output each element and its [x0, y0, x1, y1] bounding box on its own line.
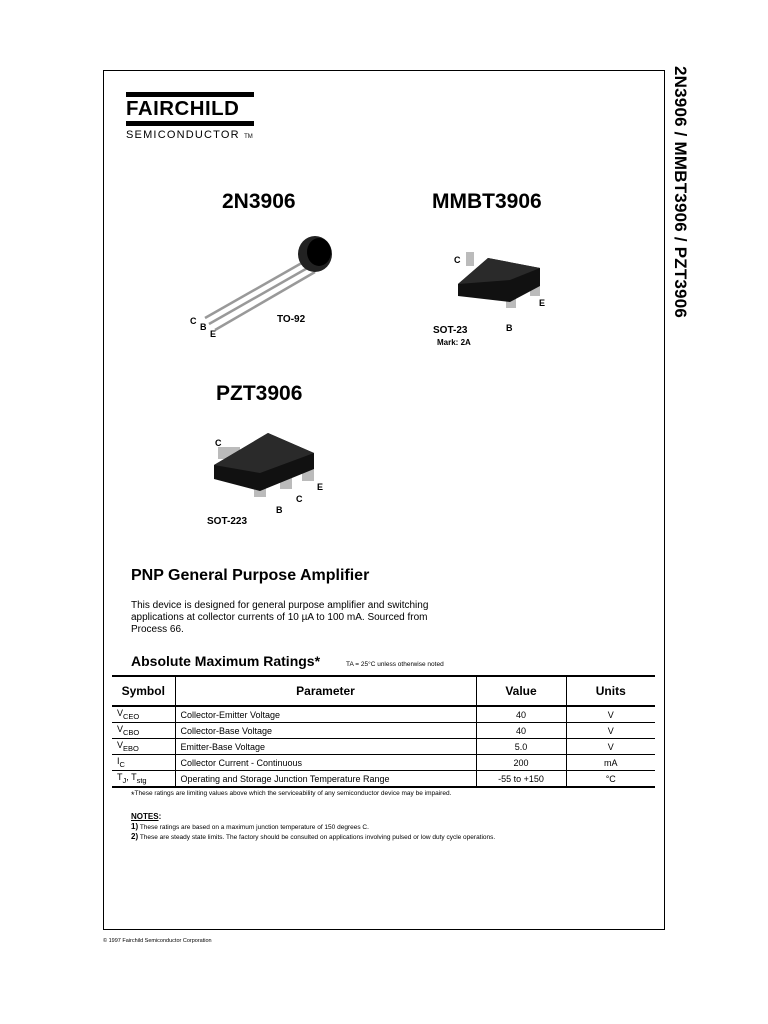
- ratings-footnote: [131, 790, 451, 800]
- symbol-letter: V: [117, 740, 124, 751]
- sot223-pin-e: E: [317, 482, 324, 492]
- logo-bar-top: [126, 92, 254, 97]
- notes-title: [131, 812, 495, 822]
- table-row: [112, 739, 655, 755]
- sot223-pin-c: C: [296, 494, 303, 504]
- row-symbol: [112, 739, 175, 755]
- table-row: [112, 755, 655, 771]
- sot223-package-label: SOT-223: [207, 516, 248, 527]
- to92-package-image: [195, 232, 345, 332]
- col-value: Value: [476, 676, 566, 706]
- to92-pin-c: C: [190, 316, 197, 326]
- note-item: [131, 822, 495, 832]
- symbol-letter: V: [117, 724, 124, 735]
- row-unit: V: [566, 706, 655, 723]
- row-unit: V: [566, 739, 655, 755]
- device-heading: PNP General Purpose Amplifier: [131, 567, 370, 584]
- symbol-sub-2: stg: [136, 775, 147, 785]
- symbol-sub: C: [119, 759, 125, 769]
- symbol-sub: CEO: [123, 711, 140, 721]
- sot223-pin-c-tab: C: [215, 438, 222, 448]
- symbol-letter: I: [117, 756, 120, 767]
- logo-word: FAIRCHILD: [126, 98, 240, 120]
- to92-package-label: TO-92: [277, 314, 306, 325]
- side-title: 2N3906 / MMBT3906 / PZT3906: [671, 66, 690, 319]
- symbol-letter-2: , T: [126, 772, 137, 783]
- sot23-package-image: [448, 250, 548, 325]
- symbol-sub: CBO: [123, 727, 140, 737]
- col-units: Units: [566, 676, 655, 706]
- logo-bar-bottom: [126, 121, 254, 126]
- row-parameter: Collector-Emitter Voltage: [175, 706, 476, 723]
- note-text: These are steady state limits. The factory should be consulted on applications involving pulsed or low duty cycle operations.: [138, 834, 496, 841]
- ratings-table: [112, 675, 655, 788]
- note-text: These ratings are based on a maximum junction temperature of 150 degrees C.: [138, 824, 369, 831]
- footnote-star: *: [131, 790, 135, 800]
- row-symbol: [112, 706, 175, 723]
- row-value: 200: [476, 755, 566, 771]
- footnote-text: These ratings are limiting values above which the serviceability of any semiconductor device may be impaired.: [134, 790, 452, 797]
- row-value: 5.0: [476, 739, 566, 755]
- logo-sub-text: SEMICONDUCTOR: [126, 129, 240, 141]
- col-symbol: Symbol: [112, 676, 175, 706]
- row-value: -55 to +150: [476, 771, 566, 788]
- sot23-pin-e: E: [539, 298, 546, 308]
- row-value: 40: [476, 723, 566, 739]
- sot23-mark: Mark: 2A: [437, 338, 471, 347]
- row-parameter: Emitter-Base Voltage: [175, 739, 476, 755]
- col-parameter: Parameter: [175, 676, 476, 706]
- ratings-condition: TA = 25°C unless otherwise noted: [346, 661, 444, 668]
- row-symbol: [112, 771, 175, 788]
- symbol-letter: V: [117, 708, 124, 719]
- row-symbol: [112, 723, 175, 739]
- symbol-sub: EBO: [123, 743, 139, 753]
- row-value: 40: [476, 706, 566, 723]
- logo-tm: TM: [244, 134, 253, 140]
- fairchild-logo: [126, 92, 266, 141]
- copyright: © 1997 Fairchild Semiconductor Corporation: [103, 938, 212, 944]
- table-row: [112, 771, 655, 788]
- device-description: This device is designed for general purpose amplifier and switching applications at collector currents of 10 µA to 100 mA. Sourced from Process 66.: [131, 600, 429, 635]
- row-parameter: Collector-Base Voltage: [175, 723, 476, 739]
- notes-title-colon: :: [158, 812, 162, 821]
- symbol-letter: T: [117, 772, 123, 783]
- sot23-package-label: SOT-23: [433, 325, 468, 336]
- part-mmbt3906-title: MMBT3906: [432, 190, 542, 213]
- notes-title-text: NOTES: [131, 812, 159, 821]
- page-frame: [103, 70, 665, 930]
- row-parameter: Collector Current - Continuous: [175, 755, 476, 771]
- ratings-title: Absolute Maximum Ratings*: [131, 653, 321, 669]
- sot223-package-image: [210, 425, 330, 505]
- note-number: 2): [131, 832, 139, 841]
- row-symbol: [112, 755, 175, 771]
- part-pzt3906-title: PZT3906: [216, 382, 303, 405]
- table-row: [112, 723, 655, 739]
- note-item: [131, 832, 495, 842]
- part-2n3906-title: 2N3906: [222, 190, 296, 213]
- logo-sub: [126, 129, 266, 141]
- table-row: [112, 706, 655, 723]
- note-number: 1): [131, 822, 139, 831]
- to92-pin-e: E: [210, 329, 217, 339]
- row-unit: mA: [566, 755, 655, 771]
- notes-block: [131, 812, 495, 842]
- to92-pin-b: B: [200, 322, 207, 332]
- row-parameter: Operating and Storage Junction Temperature Range: [175, 771, 476, 788]
- sot23-pin-b: B: [506, 323, 513, 333]
- row-unit: V: [566, 723, 655, 739]
- ratings-header-row: [112, 676, 655, 706]
- sot223-pin-b: B: [276, 505, 283, 515]
- sot23-pin-c: C: [454, 255, 461, 265]
- symbol-sub: J: [122, 775, 127, 785]
- row-unit: °C: [566, 771, 655, 788]
